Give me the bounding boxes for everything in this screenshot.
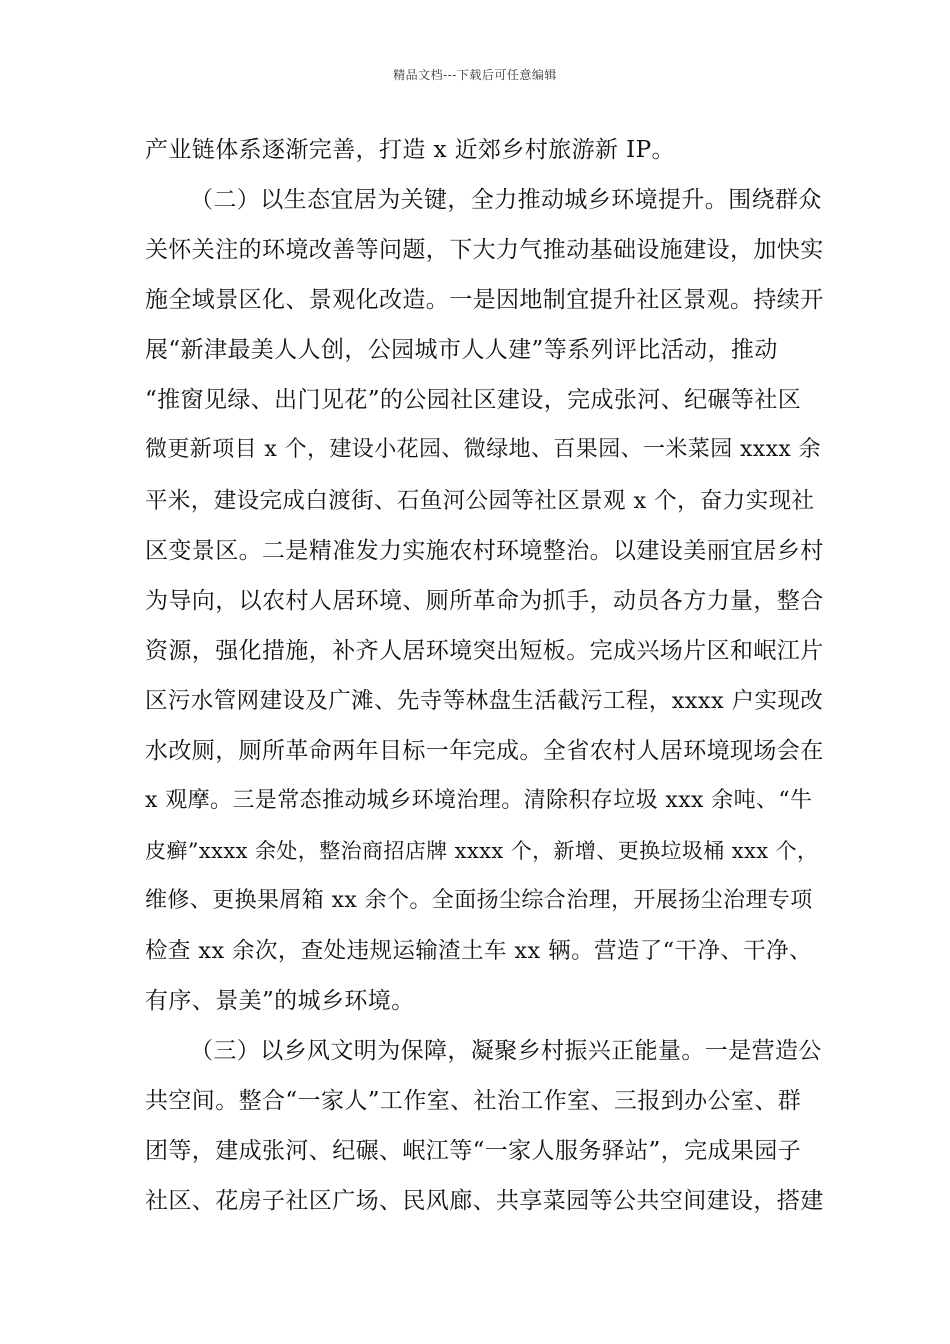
text-line: 有序、景美”的城乡环境。 (145, 988, 415, 1014)
text-line: “推窗见绿、出门见花”的公园社区建设，完成张河、纪碾等社区 (145, 387, 802, 413)
text-line: 资源，强化措施，补齐人居环境突出短板。完成兴场片区和岷江片 (145, 638, 824, 664)
text-line: 关怀关注的环境改善等问题，下大力气推动基础设施建设，加快实 (145, 237, 824, 263)
text-line: 区变景区。二是精准发力实施农村环境整治。以建设美丽宜居乡村 (145, 538, 824, 564)
text-line: 平米，建设完成白渡街、石鱼河公园等社区景观 x 个，奋力实现社 (145, 488, 815, 514)
text-line: 社区、花房子社区广场、民风廊、共享菜园等公共空间建设，搭建 (145, 1188, 824, 1214)
text-line: x 观摩。三是常态推动城乡环境治理。清除积存垃圾 xxx 余吨、“牛 (145, 788, 813, 813)
text-line: 维修、更换果屑箱 xx 余个。全面扬尘综合治理，开展扬尘治理专项 (145, 888, 813, 913)
text-line: 微更新项目 x 个，建设小花园、微绿地、百果园、一米菜园 xxxx 余 (145, 437, 822, 462)
text-line: 区污水管网建设及广滩、先寺等林盘生活截污工程，xxxx 户实现改 (145, 688, 824, 714)
page-header: 精品文档---下载后可任意编辑 (393, 68, 557, 82)
text-line: 为导向，以农村人居环境、厕所革命为抓手，动员各方力量，整合 (145, 588, 824, 614)
text-line: 施全域景区化、景观化改造。一是因地制宜提升社区景观。持续开 (145, 287, 824, 313)
text-line: 检查 xx 余次，查处违规运输渣土车 xx 辆。营造了“干净、干净、 (145, 938, 812, 964)
text-line: 水改厕，厕所革命两年目标一年完成。全省农村人居环境现场会在 (145, 738, 824, 764)
paragraph-start-line: （二）以生态宜居为关键，全力推动城乡环境提升。围绕群众 (190, 187, 822, 213)
text-line: 皮癣”xxxx 余处，整治商招店牌 xxxx 个，新增、更换垃圾桶 xxx 个， (145, 839, 819, 863)
text-line: 产业链体系逐渐完善，打造 x 近郊乡村旅游新 IP。 (145, 137, 675, 163)
paragraph-start-line: （三）以乡风文明为保障，凝聚乡村振兴正能量。一是营造公 (190, 1038, 822, 1064)
text-line: 团等，建成张河、纪碾、岷江等“一家人服务驿站”，完成果园子 (145, 1138, 802, 1164)
text-line: 共空间。整合“一家人”工作室、社治工作室、三报到办公室、群 (145, 1088, 802, 1114)
text-line: 展“新津最美人人创，公园城市人人建”等系列评比活动，推动 (145, 337, 778, 363)
